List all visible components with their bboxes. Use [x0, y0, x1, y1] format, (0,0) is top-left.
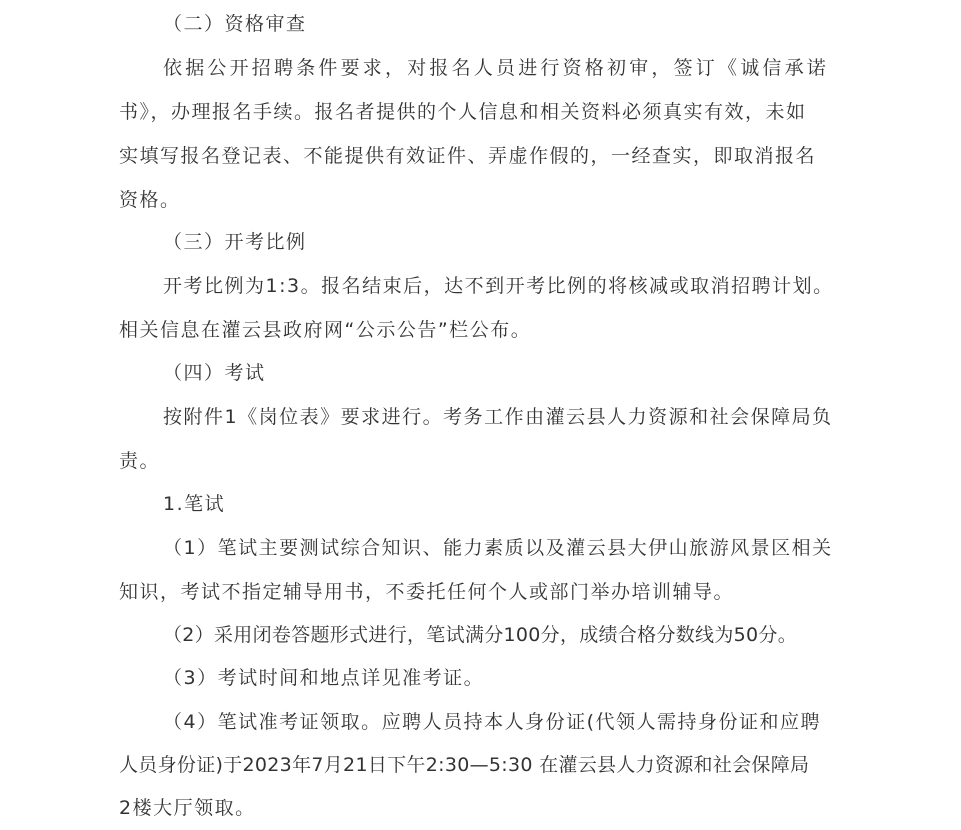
paragraph-line: 人员身份证)于2023年7月21日下午2:30—5:30 在灌云县人力资源和社会保障局: [119, 754, 810, 776]
paragraph-line: 依据公开招聘条件要求，对报名人员进行资格初审，签订《诚信承诺: [163, 57, 830, 79]
paragraph-line: （2）采用闭卷答题形式进行，笔试满分100分，成绩合格分数线为50分。: [163, 624, 798, 646]
paragraph-line: 实填写报名登记表、不能提供有效证件、弄虚作假的，一经查实，即取消报名: [119, 145, 817, 167]
paragraph-line: 责。: [119, 450, 161, 472]
paragraph-line: （3）考试时间和地点详见准考证。: [163, 667, 485, 689]
subsection-heading-written-exam: 1.笔试: [163, 493, 226, 515]
paragraph-line: 书》，办理报名手续。报名者提供的个人信息和相关资料必须真实有效，未如: [119, 101, 807, 123]
paragraph-line: 2楼大厅领取。: [119, 797, 256, 819]
paragraph-line: 知识，考试不指定辅导用书，不委托任何个人或部门举办培训辅导。: [119, 581, 735, 603]
section-heading-exam: （四）考试: [163, 362, 266, 384]
paragraph-line: 按附件1《岗位表》要求进行。考务工作由灌云县人力资源和社会保障局负: [163, 406, 833, 428]
paragraph-line: 资格。: [119, 189, 181, 211]
paragraph-line: 开考比例为1:3。报名结束后，达不到开考比例的将核减或取消招聘计划。: [163, 275, 834, 297]
section-heading-exam-ratio: （三）开考比例: [163, 231, 307, 253]
paragraph-line: （1）笔试主要测试综合知识、能力素质以及灌云县大伊山旅游风景区相关: [163, 537, 833, 559]
paragraph-line: （4）笔试准考证领取。应聘人员持本人身份证(代领人需持身份证和应聘: [163, 711, 822, 733]
paragraph-line: 相关信息在灌云县政府网“公示公告”栏公布。: [119, 319, 532, 341]
section-heading-qualification-review: （二）资格审查: [163, 13, 307, 35]
